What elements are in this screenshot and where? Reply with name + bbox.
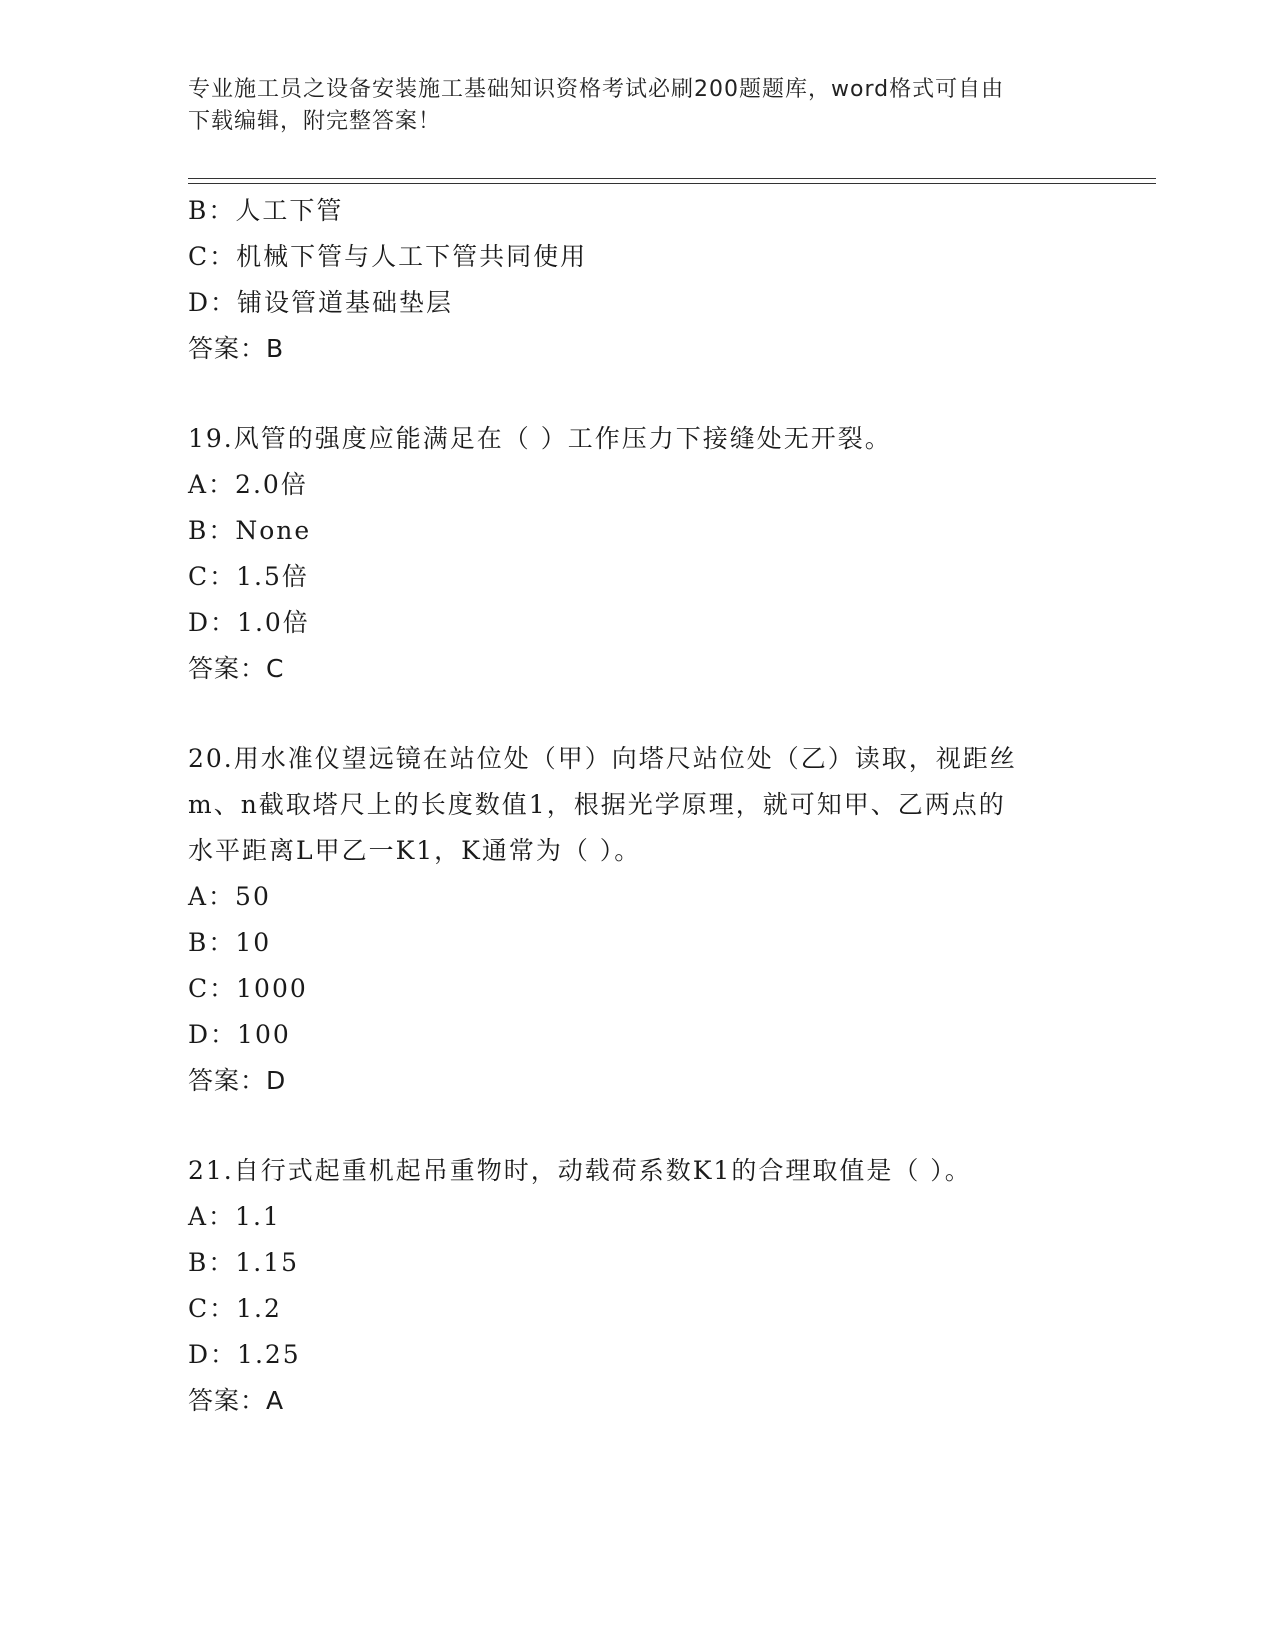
option-b: B：None — [188, 516, 312, 545]
option-c: C：1.5倍 — [188, 562, 309, 591]
question-spacer — [188, 372, 1088, 416]
option-a: A：1.1 — [188, 1202, 281, 1231]
header-line-2: 下载编辑，附完整答案！ — [188, 109, 442, 134]
question-list — [188, 188, 1088, 1424]
option-a: A：50 — [188, 882, 271, 911]
question-spacer — [188, 692, 1088, 736]
option-d: D：1.0倍 — [188, 608, 310, 637]
option-c: C：机械下管与人工下管共同使用 — [188, 242, 588, 271]
option-d: D：100 — [188, 1020, 291, 1049]
option-a: A：2.0倍 — [188, 470, 308, 499]
option-d: D：1.25 — [188, 1340, 301, 1369]
document-header — [188, 74, 1088, 138]
header-divider-top — [188, 178, 1156, 179]
question-spacer — [188, 1104, 1088, 1148]
answer-label: 答案：A — [188, 1386, 285, 1415]
question-19 — [188, 416, 1088, 692]
question-stem: 19.风管的强度应能满足在（ ）工作压力下接缝处无开裂。 — [188, 424, 892, 453]
header-divider-bottom — [188, 183, 1156, 184]
answer-label: 答案：C — [188, 654, 285, 683]
question-stem: 21.自行式起重机起吊重物时，动载荷系数K1的合理取值是（ ）。 — [188, 1156, 972, 1185]
question-21 — [188, 1148, 1088, 1424]
answer-label: 答案：D — [188, 1066, 287, 1095]
answer-label: 答案：B — [188, 334, 285, 363]
question-stem-line-1: 20.用水准仪望远镜在站位处（甲）向塔尺站位处（乙）读取，视距丝 — [188, 744, 1017, 773]
option-c: C：1000 — [188, 974, 308, 1003]
question-18-tail — [188, 188, 1088, 372]
option-d: D：铺设管道基础垫层 — [188, 288, 454, 317]
option-c: C：1.2 — [188, 1294, 282, 1323]
question-20 — [188, 736, 1088, 1104]
header-line-1: 专业施工员之设备安装施工基础知识资格考试必刷200题题库，word格式可自由 — [188, 77, 1005, 102]
question-stem-line-2: m、n截取塔尺上的长度数值1，根据光学原理，就可知甲、乙两点的 — [188, 790, 1006, 819]
option-b: B：10 — [188, 928, 272, 957]
option-b: B：1.15 — [188, 1248, 300, 1277]
option-b: B：人工下管 — [188, 196, 344, 225]
question-stem-line-3: 水平距离L甲乙一K1，K通常为（ ）。 — [188, 836, 642, 865]
